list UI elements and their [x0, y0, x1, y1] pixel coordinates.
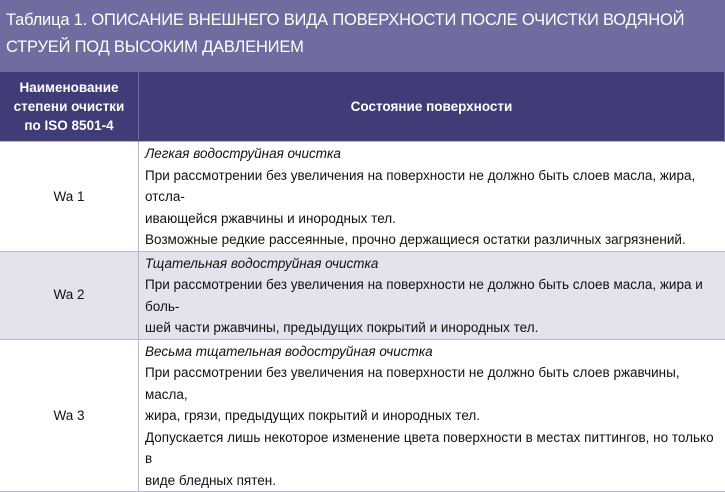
description-line: Допускается лишь некоторое изменение цвета поверхности в местах питтингов, но только в: [145, 429, 714, 466]
grade-header-line-3: по ISO 8501-4: [24, 118, 114, 133]
grade-heading: Легкая водоструйная очистка: [145, 146, 341, 161]
table-title: [0, 0, 725, 72]
description-cell: [139, 142, 725, 252]
description-line: При рассмотрении без увеличения на поверхности не должно быть слоев ржавчины, масла,: [145, 365, 680, 402]
description-cell: [139, 339, 725, 492]
table-header-row: [0, 72, 725, 142]
cleaning-grades-table: [0, 72, 725, 492]
table-title-line-1: Таблица 1. ОПИСАНИЕ ВНЕШНЕГО ВИДА ПОВЕРХНОСТИ ПОСЛЕ ОЧИСТКИ ВОДЯНОЙ: [6, 11, 685, 29]
description-line: жира, грязи, предыдущих покрытий и инородных тел.: [145, 408, 481, 423]
description-line: виде бледных пятен.: [145, 472, 276, 488]
grade-header-line-2: степени очистки: [13, 99, 125, 114]
grade-cell: Wa 3: [0, 339, 139, 492]
grade-cell: Wa 2: [0, 251, 139, 339]
description-line: Возможные редкие рассеянные, прочно держащиеся остатки различных загрязнений.: [145, 232, 686, 247]
description-line: ивающейся ржавчины и инородных тел.: [145, 210, 396, 226]
grade-heading: Весьма тщательная водоструйная очистка: [145, 343, 433, 359]
description-line: При рассмотрении без увеличения на поверхности не должно быть слоев масла, жира и боль-: [145, 277, 703, 314]
table-title-line-2: СТРУЕЙ ПОД ВЫСОКИМ ДАВЛЕНИЕМ: [6, 38, 304, 56]
grade-header-line-1: Наименование: [19, 80, 119, 95]
surface-state-column-header: Состояние поверхности: [139, 72, 725, 142]
table-row: [0, 251, 725, 339]
table-row: [0, 142, 725, 252]
description-line: шей части ржавчины, предыдущих покрытий и инородных тел.: [145, 320, 539, 335]
table-row: [0, 339, 725, 492]
description-line: При рассмотрении без увеличения на поверхности не должно быть слоев масла, жира, отсла-: [145, 167, 696, 204]
grade-name-column-header: [0, 72, 139, 142]
grade-cell: Wa 1: [0, 142, 139, 252]
description-cell: [139, 251, 725, 339]
grade-heading: Тщательная водоструйная очистка: [145, 255, 379, 271]
